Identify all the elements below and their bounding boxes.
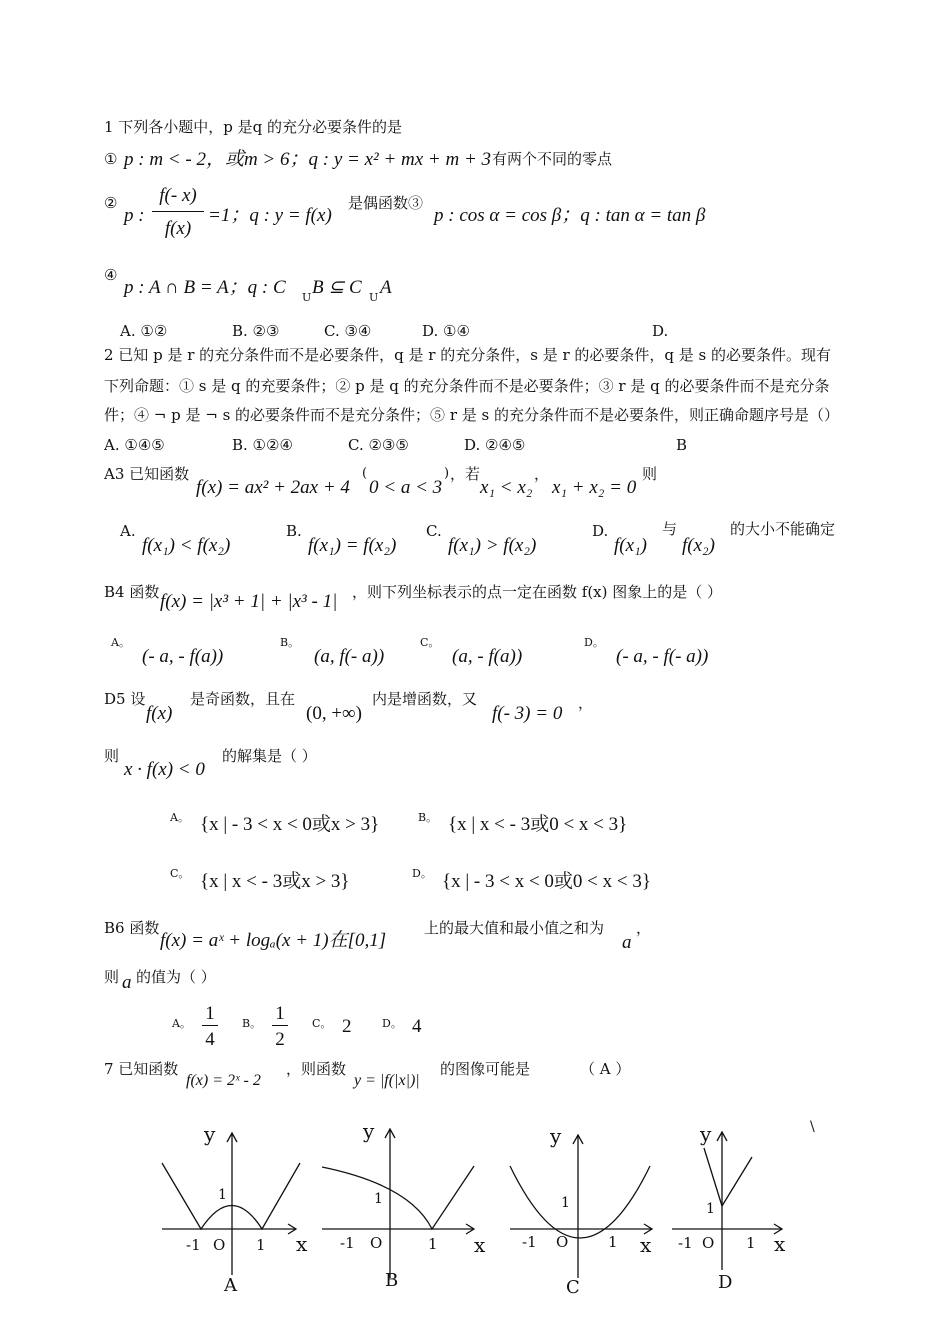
q3-option-a: f(x₁) < f(x₂)	[142, 535, 231, 556]
q3-condition-2: x₁ + x₂ = 0	[552, 477, 637, 498]
q1-item4-sub2: U	[369, 291, 379, 304]
q7-lead: 7 已知函数	[104, 1060, 179, 1078]
q6-a2: a	[122, 972, 132, 993]
q1-item2-rest: =1；q : y = f(x)	[208, 205, 332, 226]
q4-option-d-label: D。	[584, 636, 604, 649]
graph-c	[510, 1135, 652, 1278]
graph-b-pos1: 1	[428, 1235, 438, 1253]
graph-d-origin: O	[702, 1234, 715, 1252]
graph-a-one-y: 1	[218, 1187, 227, 1203]
q4-lead: B4 函数	[104, 583, 160, 601]
q1-item1-tail: 有两个不同的零点	[492, 150, 613, 168]
q3-option-a-label: A.	[120, 522, 136, 540]
q6-option-a-label: A。	[172, 1017, 191, 1030]
graph-c-curve	[510, 1166, 650, 1238]
q3-option-d-label: D.	[592, 522, 609, 540]
q3-option-c: f(x₁) > f(x₂)	[448, 535, 537, 556]
q6-option-b-label: B。	[242, 1017, 262, 1030]
q2-line-2: 下列命题：① s 是 q 的充要条件；② p 是 q 的充分条件而不是必要条件；③ r 是 q 的必要条件而不是充分条	[104, 377, 830, 395]
q7-function: f(x) = 2ˣ - 2	[186, 1072, 261, 1089]
q6-text-2: 的值为（ ）	[136, 968, 216, 986]
q1-item1-math: p : m < - 2，或m > 6；q : y = x² + mx + m + 3	[124, 149, 492, 170]
q1-item4-mid: B ⊆ C	[312, 277, 362, 298]
q7-text-2: 的图像可能是	[440, 1060, 531, 1078]
q4-option-d: (- a, - f(- a))	[616, 646, 709, 667]
q1-item4-mark: ④	[104, 266, 118, 284]
q2-option-b: B. ①②④	[232, 436, 293, 454]
q1-item1-mark: ①	[104, 150, 118, 168]
q1-item2-tail: 是偶函数③	[348, 194, 424, 212]
q5-text-2: 内是增函数，又	[372, 690, 478, 708]
q3-option-c-label: C.	[426, 522, 442, 540]
q3-paren-close: )	[444, 466, 450, 481]
q4-option-b-label: B。	[280, 636, 300, 649]
q4-option-a-label: A。	[111, 636, 130, 649]
graph-b	[322, 1129, 474, 1278]
graph-a-pos1: 1	[256, 1236, 266, 1254]
q5-option-c-label: C。	[170, 867, 190, 880]
graph-c-neg1: -1	[522, 1233, 537, 1251]
q5-condition: f(- 3) = 0	[492, 703, 563, 724]
q4-function: f(x) = |x³ + 1| + |x³ - 1|	[160, 591, 338, 612]
graph-a-neg1: -1	[186, 1236, 201, 1254]
q3-ze: 则	[642, 465, 658, 483]
graph-b-y-label: y	[363, 1119, 375, 1143]
q5-option-d-label: D。	[412, 867, 432, 880]
graph-d-caption: D	[718, 1272, 733, 1293]
q5-option-a-label: A。	[170, 811, 189, 824]
q6-option-b-denominator: 2	[275, 1029, 285, 1050]
graph-b-curve	[322, 1166, 474, 1229]
q5-option-b: {x | x < - 3或0 < x < 3}	[448, 814, 628, 835]
q1-stem: 1 下列各小题中，p 是q 的充分必要条件的是	[104, 118, 403, 136]
q1-item2-mark: ②	[104, 194, 118, 212]
q4-option-a: (- a, - f(a))	[142, 646, 224, 667]
graph-b-one-y: 1	[374, 1191, 383, 1207]
q7-stray-mark: \	[810, 1119, 815, 1135]
graph-a-x-label: x	[296, 1232, 308, 1256]
graph-a-caption: A	[224, 1275, 237, 1296]
q7-answer: （ A ）	[580, 1060, 631, 1078]
q3-paren-open: (	[362, 466, 368, 481]
q3-condition: 0 < a < 3	[369, 477, 443, 498]
q2-option-d: D. ②④⑤	[464, 436, 526, 454]
q5-option-a: {x | - 3 < x < 0或x > 3}	[200, 814, 380, 835]
q5-option-b-label: B。	[418, 811, 438, 824]
graph-c-caption: C	[566, 1277, 580, 1298]
graph-c-origin: O	[556, 1233, 569, 1251]
q3-lead: A3 已知函数	[104, 465, 190, 483]
q5-text-3: 的解集是（ ）	[222, 747, 317, 765]
q1-item2-p: p :	[124, 205, 145, 226]
q5-comma: ，	[578, 694, 594, 712]
q6-comma: ，	[636, 919, 652, 937]
q3-function: f(x) = ax² + 2ax + 4	[196, 477, 350, 498]
graph-a-origin: O	[213, 1236, 226, 1254]
graph-d-neg1: -1	[678, 1234, 693, 1252]
q5-option-d: {x | - 3 < x < 0或0 < x < 3}	[442, 871, 651, 892]
graph-b-neg1: -1	[340, 1234, 355, 1252]
q3-comma: ，	[534, 465, 550, 483]
graph-d-curve	[704, 1148, 752, 1206]
q4-option-c: (a, - f(a))	[452, 646, 523, 667]
q5-text-1: 是奇函数，且在	[190, 690, 296, 708]
q3-option-d-2: f(x₂)	[682, 535, 715, 556]
q6-ze: 则	[104, 968, 120, 986]
q1-item4-sub1: U	[302, 291, 312, 304]
q5-ze: 则	[104, 747, 120, 765]
q2-option-a: A. ①④⑤	[104, 436, 165, 454]
q7-function-2: y = |f(|x|)|	[354, 1072, 420, 1089]
graph-b-caption: B	[385, 1270, 399, 1291]
q1-item4-math: p : A ∩ B = A；q : C	[124, 277, 286, 298]
q3-option-d-1: f(x₁)	[614, 535, 647, 556]
q2-answer: B	[676, 436, 688, 454]
q7-text-1: ，则函数	[286, 1060, 347, 1078]
q6-lead: B6 函数	[104, 919, 160, 937]
q6-text-1: 上的最大值和最小值之和为	[424, 919, 605, 937]
q6-function: f(x) = aˣ + logₐ(x + 1)在[0,1]	[160, 930, 387, 951]
q3-option-b-label: B.	[286, 522, 302, 540]
graph-a	[162, 1133, 300, 1275]
q6-option-a-numerator: 1	[205, 1003, 215, 1024]
q4-tail: ，则下列坐标表示的点一定在函数 f(x) 图象上的是（ ）	[352, 583, 723, 601]
graph-d-x-label: x	[774, 1232, 786, 1256]
q5-inequality: x · f(x) < 0	[124, 759, 205, 780]
q1-item2-denominator: f(x)	[164, 218, 192, 239]
q2-line-3: 件；④ ¬ p 是 ¬ s 的必要条件而不是充分条件；⑤ r 是 s 的充分条件而不是必要条件，则正确命题序号是（）	[104, 406, 839, 424]
graph-c-x-label: x	[640, 1233, 652, 1257]
q5-lead: D5 设	[104, 690, 146, 708]
graph-d-one-y: 1	[706, 1201, 715, 1217]
q6-a: a	[622, 932, 632, 953]
graph-d-pos1: 1	[746, 1234, 756, 1252]
q1-item2-numerator: f(- x)	[159, 185, 197, 206]
q6-option-d: 4	[412, 1016, 422, 1037]
q2-option-c: C. ②③⑤	[348, 436, 409, 454]
q1-answer: D.	[652, 322, 669, 340]
graph-c-y-label: y	[550, 1124, 562, 1148]
q6-option-d-label: D。	[382, 1017, 402, 1030]
graph-a-y-label: y	[204, 1122, 216, 1146]
q1-item4-end: A	[380, 277, 392, 298]
graph-c-pos1: 1	[608, 1233, 618, 1251]
q3-option-d-tail: 的大小不能确定	[730, 520, 836, 538]
q3-option-b: f(x₁) = f(x₂)	[308, 535, 397, 556]
graph-c-one-y: 1	[561, 1195, 570, 1211]
q1-option-c: C. ③④	[324, 322, 372, 340]
graph-b-x-label: x	[474, 1233, 486, 1257]
q1-option-a: A. ①②	[120, 322, 168, 340]
q6-option-b-numerator: 1	[275, 1003, 285, 1024]
q3-ruo: ，若	[450, 465, 481, 483]
q4-option-c-label: C。	[420, 636, 440, 649]
q5-option-c: {x | x < - 3或x > 3}	[200, 871, 350, 892]
q3-condition-1: x₁ < x₂	[480, 477, 533, 498]
q4-option-b: (a, f(- a))	[314, 646, 385, 667]
q1-item3-math: p : cos α = cos β；q : tan α = tan β	[434, 205, 706, 226]
graph-d-y-label: y	[700, 1122, 712, 1146]
q5-interval: (0, +∞)	[306, 703, 362, 724]
q3-option-d-yu: 与	[662, 520, 678, 538]
q1-option-b: B. ②③	[232, 322, 280, 340]
q5-fx: f(x)	[146, 703, 173, 724]
q6-option-c-label: C。	[312, 1017, 332, 1030]
graph-b-origin: O	[370, 1234, 383, 1252]
q1-option-d: D. ①④	[422, 322, 470, 340]
q2-line-1: 2 已知 p 是 r 的充分条件而不是必要条件，q 是 r 的充分条件，s 是 r 的必要条件，q 是 s 的必要条件。现有	[104, 346, 832, 364]
q6-option-a-denominator: 4	[205, 1029, 215, 1050]
q6-option-c: 2	[342, 1016, 352, 1037]
graph-a-curve	[162, 1163, 300, 1229]
